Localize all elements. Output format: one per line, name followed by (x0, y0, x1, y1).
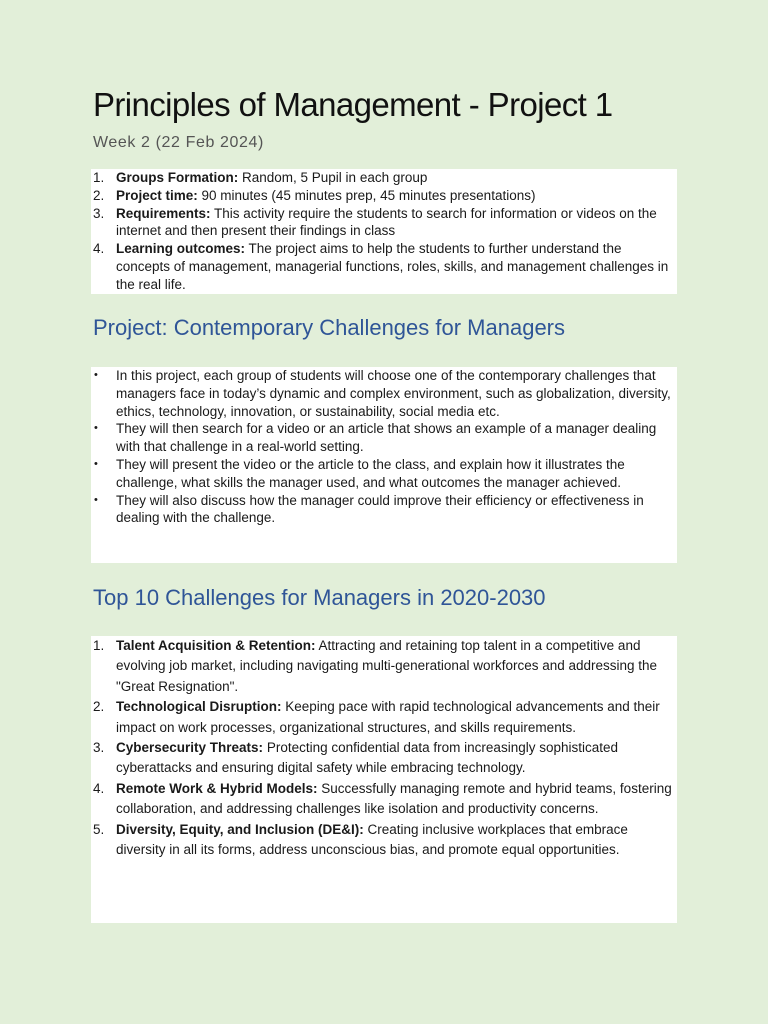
list-item (91, 187, 677, 205)
item-text: Keeping pace with rapid technological advancements and their impact on work processes, organizational structures, and skills requirements. (116, 699, 660, 735)
item-term: Remote Work & Hybrid Models: (116, 780, 318, 796)
list-item (91, 205, 677, 241)
list-number: 2. (93, 699, 105, 715)
item-text: Random, 5 Pupil in each group (238, 170, 428, 185)
project-description-box (91, 367, 677, 563)
item-term: Requirements: (116, 205, 211, 221)
item-text: Protecting confidential data from increasingly sophisticated cyberattacks and ensuring digital safety while embracing technology. (116, 740, 619, 776)
item-term: Diversity, Equity, and Inclusion (DE&I): (116, 821, 364, 837)
page-title: Principles of Management - Project 1 (93, 86, 613, 123)
list-item (91, 456, 677, 492)
item-text: This activity require the students to search for information or videos on the internet and then present their findings in class (116, 205, 657, 239)
list-item (91, 367, 677, 420)
list-number: 3. (93, 205, 105, 221)
list-number: 1. (93, 170, 105, 185)
item-text: Creating inclusive workplaces that embrace diversity in all its forms, address unconscious bias, and promote equal opportunities. (116, 821, 628, 858)
list-number: 4. (93, 241, 105, 257)
list-item (91, 738, 677, 779)
list-item (91, 492, 677, 528)
item-term: Cybersecurity Threats: (116, 740, 264, 756)
list-number: 5. (93, 821, 105, 837)
item-text: Successfully managing remote and hybrid teams, fostering collaboration, and addressing challenges like isolation and productivity concerns. (116, 780, 672, 817)
item-term: Groups Formation: (116, 170, 239, 185)
item-text: 90 minutes (45 minutes prep, 45 minutes presentations) (197, 187, 536, 203)
list-number: 1. (93, 638, 105, 653)
challenges-box (91, 636, 677, 923)
list-item (91, 636, 677, 697)
list-item (91, 169, 677, 187)
project-overview-list (91, 169, 677, 294)
bullet-marker: • (94, 457, 98, 470)
list-item (91, 779, 677, 820)
item-text: They will also discuss how the manager could improve their efficiency or effectiveness in dealing with the challenge. (116, 492, 644, 526)
item-term: Technological Disruption: (116, 699, 282, 715)
bullet-marker: • (94, 369, 98, 381)
item-text: They will present the video or the article to the class, and explain how it illustrates the challenge, what skills the manager used, and what outcomes the manager achieved. (116, 456, 625, 490)
item-text: In this project, each group of students will choose one of the contemporary challenges that managers face in today’s dynamic and complex environment, such as globalization, diversity, ethics, technology, innovation, or sustainability, social media etc. (116, 368, 671, 419)
list-item (91, 820, 677, 861)
list-item (91, 420, 677, 456)
item-text: The project aims to help the students to further understand the concepts of management, managerial functions, roles, skills, and management challenges in the real life. (116, 241, 669, 292)
list-item (91, 697, 677, 738)
bullet-marker: • (94, 493, 98, 506)
list-number: 3. (93, 740, 105, 756)
page-subtitle: Week 2 (22 Feb 2024) (93, 134, 264, 151)
item-term: Talent Acquisition & Retention: (116, 638, 316, 653)
item-text: Attracting and retaining top talent in a competitive and evolving job market, including navigating multi-generational workforces and addressing the "Great Resignation". (116, 638, 658, 694)
project-heading: Project: Contemporary Challenges for Managers (93, 315, 566, 340)
project-overview-box (91, 169, 677, 294)
list-number: 4. (93, 780, 105, 796)
item-term: Project time: (116, 187, 198, 203)
item-text: They will then search for a video or an article that shows an example of a manager dealing with that challenge in a real-world setting. (116, 421, 657, 455)
project-bullet-list (91, 367, 677, 527)
list-number: 2. (93, 187, 105, 203)
challenges-heading: Top 10 Challenges for Managers in 2020-2030 (93, 585, 546, 610)
bullet-marker: • (94, 422, 98, 435)
list-item (91, 240, 677, 293)
challenges-list (91, 636, 677, 860)
item-term: Learning outcomes: (116, 241, 246, 257)
